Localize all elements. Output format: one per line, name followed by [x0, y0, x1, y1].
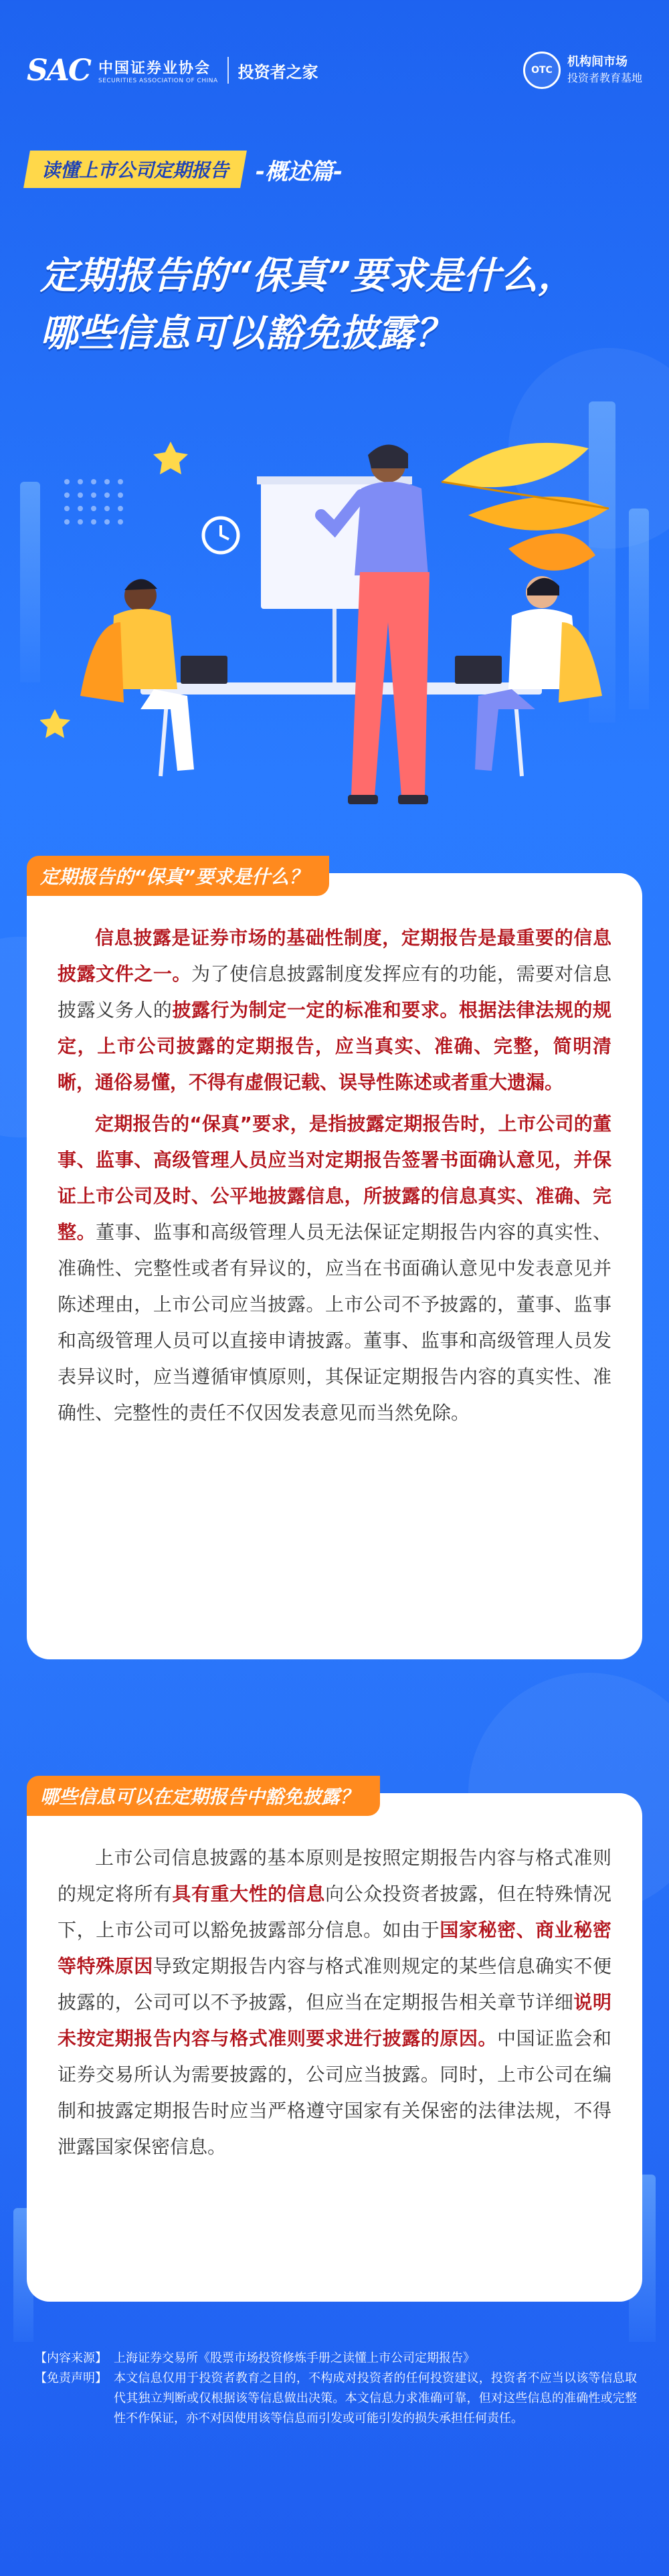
highlight-text: 披露行为制定一定的标准和要求。根据法律法规的规定，上市公司披露的定期报告，应当真实、准确、完整，简明清晰，通俗易懂，不得有虚假记载、误导性陈述或者重大遗漏。 [58, 999, 611, 1093]
source-line [35, 2349, 637, 2369]
disclaimer-tag: 【免责声明】 [35, 2371, 107, 2385]
sac-logo: SAC [27, 53, 90, 88]
otc-logo-icon: OTC [523, 52, 561, 89]
source-tag: 【内容来源】 [35, 2351, 107, 2365]
body-text: 向公众投资者披露，但在特殊情况下，上市公司可以豁免披露部分信息。如由于 [58, 1883, 611, 1941]
highlight-text: 定期报告的“保真”要求，是指披露定期报告时，上市公司的董事、监事、高级管理人员应当对定期报告签署书面确认意见，并保证上市公司及时、公平地披露信息，所披露的信息真实、准确、完整。 [58, 1113, 611, 1243]
body-text: 为了使信息披露制度发挥应有的功能，需要对信息披露义务人的 [58, 963, 611, 1021]
paragraph [58, 1106, 611, 1431]
section-card-preservation [27, 866, 642, 1659]
clock-icon [203, 518, 238, 553]
paragraph [58, 920, 611, 1101]
star-icon [153, 442, 188, 474]
paragraph [58, 1840, 611, 2165]
highlight-text: 具有重大性的信息 [172, 1883, 325, 1905]
sac-name-cn: 中国证券业协会 [98, 60, 211, 77]
otc-line1: 机构间市场 [567, 55, 628, 69]
highlight-text: 信息披露是证券市场的基础性制度，定期报告是最重要的信息披露文件之一。 [58, 927, 611, 985]
disclaimer-text: 本文信息仅用于投资者教育之目的，不构成对投资者的任何投资建议，投资者不应当以该等信息取代其独立判断或仅根据该等信息做出决策。本文信息力求准确可靠，但对这些信息的准确性或完整性不作保证，亦不对因使用该等信息而引发或可能引发的损失承担任何责任。 [114, 2371, 637, 2425]
highlight-text: 说明未按定期报告内容与格式准则要求进行披露的原因。 [58, 1991, 611, 2049]
meeting-illustration [40, 401, 629, 816]
star-icon [40, 709, 70, 738]
leaf-icon [442, 443, 609, 571]
dot-grid [64, 479, 123, 525]
seated-person-left [80, 579, 227, 771]
series-title: 读懂上市公司定期报告 [23, 151, 247, 188]
page-title-line2: 哪些信息可以豁免披露？ [40, 312, 452, 355]
section-tag-exemption: 哪些信息可以在定期报告中豁免披露？ [27, 1776, 380, 1816]
investor-home-label: 投资者之家 [237, 62, 318, 82]
otc-brand [523, 52, 642, 89]
series-subtitle: -概述篇- [256, 158, 343, 185]
otc-line2: 投资者教育基地 [567, 72, 642, 84]
series-tag [27, 151, 343, 188]
highlight-text: 国家秘密、商业秘密等特殊原因 [58, 1919, 611, 1977]
sac-name [98, 57, 218, 84]
source-text: 上海证券交易所《股票市场投资修炼手册之读懂上市公司定期报告》 [114, 2351, 475, 2365]
body-text: 导致定期报告内容与格式准则规定的某些信息确实不便披露的，公司可以不予披露，但应当在定期报告相关章节详细 [58, 1955, 611, 2013]
body-text: 董事、监事和高级管理人员无法保证定期报告内容的真实性、准确性、完整性或者有异议的，应当在书面确认意见中发表意见并陈述理由，上市公司应当披露。上市公司不予披露的，董事、监事和高级管理人员可以直接申请披露。董事、监事和高级管理人员发表异议时，应当遵循审慎原则，其保证定期报告内容的真实性、准确性、完整性的责任不仅因发表意见而当然免除。 [58, 1221, 611, 1424]
section-body-exemption [27, 1793, 642, 2197]
sac-name-en: SECURITIES ASSOCIATION OF CHINA [98, 77, 218, 84]
body-text: 上市公司信息披露的基本原则是按照定期报告内容与格式准则的规定将所有 [58, 1847, 611, 1905]
header-divider [227, 57, 229, 84]
otc-text [567, 54, 642, 86]
section-body-preservation [27, 873, 642, 1463]
seated-person-right [455, 576, 602, 771]
body-text: 中国证监会和证券交易所认为需要披露的，公司应当披露。同时，上市公司在编制和披露定期报告时应当严格遵守国家有关保密的法律法规，不得泄露国家保密信息。 [58, 2027, 611, 2158]
disclaimer-line [35, 2369, 637, 2429]
page-footer [35, 2349, 637, 2429]
page-title-line1: 定期报告的“保真”要求是什么， [40, 254, 576, 298]
section-card-exemption [27, 1786, 642, 2302]
page-title [40, 248, 642, 363]
page-header [27, 47, 642, 94]
section-tag-preservation: 定期报告的“保真”要求是什么？ [27, 856, 329, 896]
